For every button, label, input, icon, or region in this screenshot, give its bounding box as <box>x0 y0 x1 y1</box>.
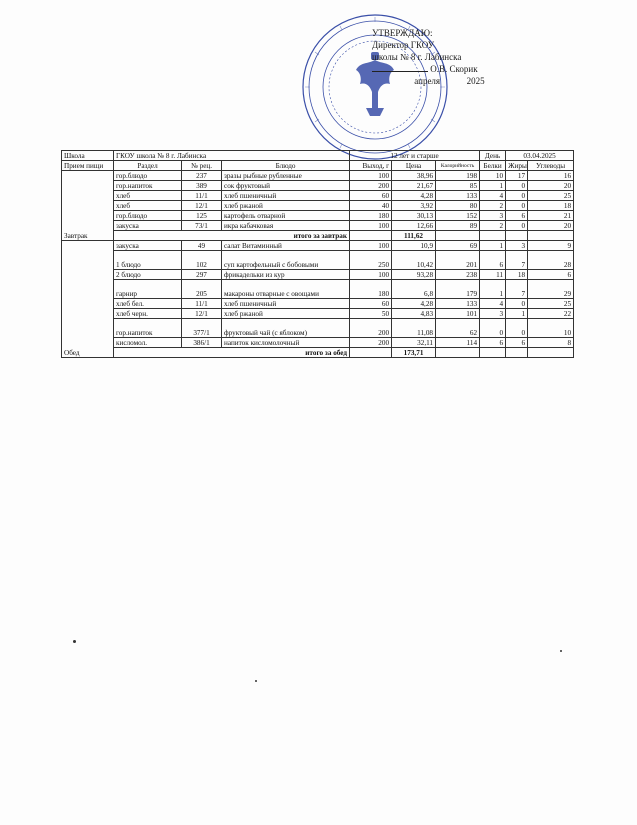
breakfast-row <box>62 171 574 181</box>
cell-carbs: 25 <box>528 299 574 309</box>
scan-speck <box>73 640 76 643</box>
cell-section: закуска <box>114 221 182 231</box>
cell-recipe: 125 <box>182 211 222 221</box>
cell-price: 93,28 <box>392 270 436 280</box>
cell-recipe: 49 <box>182 241 222 251</box>
cell-section: гор.блюдо <box>114 211 182 221</box>
menu-date: 03.04.2025 <box>506 151 574 161</box>
cell-recipe: 102 <box>182 251 222 270</box>
total-empty-cell <box>528 231 574 241</box>
cell-calories: 133 <box>436 299 480 309</box>
cell-fats: 0 <box>506 299 528 309</box>
cell-recipe: 386/1 <box>182 338 222 348</box>
cell-yield: 250 <box>350 251 392 270</box>
cell-carbs: 29 <box>528 280 574 299</box>
total-empty-cell <box>436 231 480 241</box>
cell-section: кисломол. <box>114 338 182 348</box>
school-label: Школа <box>62 151 114 161</box>
cell-recipe: 73/1 <box>182 221 222 231</box>
cell-proteins: 10 <box>480 171 506 181</box>
approval-year: 2025 <box>466 76 485 86</box>
total-empty-cell <box>506 348 528 358</box>
approval-month: апреля <box>414 76 441 86</box>
cell-price: 21,67 <box>392 181 436 191</box>
signature-blank <box>372 71 428 72</box>
approval-block <box>372 27 485 87</box>
cell-proteins: 2 <box>480 201 506 211</box>
cell-yield: 200 <box>350 181 392 191</box>
breakfast-total-price: 111,62 <box>392 231 436 241</box>
cell-fats: 1 <box>506 309 528 319</box>
cell-calories: 101 <box>436 309 480 319</box>
cell-recipe: 205 <box>182 280 222 299</box>
cell-price: 4,28 <box>392 191 436 201</box>
cell-yield: 60 <box>350 191 392 201</box>
cell-carbs: 28 <box>528 251 574 270</box>
cell-recipe: 11/1 <box>182 191 222 201</box>
breakfast-meal-label: Завтрак <box>62 171 114 241</box>
cell-section: хлеб <box>114 201 182 211</box>
cell-fats: 17 <box>506 171 528 181</box>
cell-price: 3,92 <box>392 201 436 211</box>
cell-section: хлеб черн. <box>114 309 182 319</box>
scan-speck <box>560 650 562 652</box>
cell-section: гор.напиток <box>114 181 182 191</box>
approval-date <box>372 75 485 87</box>
cell-carbs: 20 <box>528 181 574 191</box>
lunch-total-price: 173,71 <box>392 348 436 358</box>
cell-proteins: 4 <box>480 299 506 309</box>
cell-dish: зразы рыбные рубленные <box>222 171 350 181</box>
cell-yield: 100 <box>350 270 392 280</box>
cell-carbs: 8 <box>528 338 574 348</box>
cell-fats: 0 <box>506 191 528 201</box>
cell-price: 38,96 <box>392 171 436 181</box>
cell-recipe: 12/1 <box>182 201 222 211</box>
cell-yield: 200 <box>350 338 392 348</box>
cell-proteins: 1 <box>480 280 506 299</box>
cell-recipe: 12/1 <box>182 309 222 319</box>
cell-section: 2 блюдо <box>114 270 182 280</box>
column-header-proteins: Белки <box>480 161 506 171</box>
cell-proteins: 6 <box>480 251 506 270</box>
approval-director-name: О.В. Скорик <box>430 64 478 74</box>
cell-price: 10,42 <box>392 251 436 270</box>
lunch-row <box>62 338 574 348</box>
cell-calories: 238 <box>436 270 480 280</box>
cell-fats: 7 <box>506 251 528 270</box>
column-header-fats: Жиры <box>506 161 528 171</box>
breakfast-row <box>62 211 574 221</box>
cell-carbs: 25 <box>528 191 574 201</box>
cell-recipe: 297 <box>182 270 222 280</box>
scan-speck <box>255 680 257 682</box>
lunch-row <box>62 299 574 309</box>
lunch-row <box>62 270 574 280</box>
cell-proteins: 2 <box>480 221 506 231</box>
cell-price: 32,11 <box>392 338 436 348</box>
cell-fats: 0 <box>506 201 528 211</box>
cell-section: гарнир <box>114 280 182 299</box>
cell-section: 1 блюдо <box>114 251 182 270</box>
cell-dish: фруктовый чай (с яблоком) <box>222 319 350 338</box>
column-header-dish: Блюдо <box>222 161 350 171</box>
cell-recipe: 237 <box>182 171 222 181</box>
cell-calories: 152 <box>436 211 480 221</box>
lunch-row <box>62 280 574 299</box>
cell-calories: 201 <box>436 251 480 270</box>
column-header-section: Раздел <box>114 161 182 171</box>
total-empty-cell <box>480 348 506 358</box>
cell-proteins: 11 <box>480 270 506 280</box>
cell-calories: 69 <box>436 241 480 251</box>
lunch-total-label: итого за обед <box>114 348 350 358</box>
cell-price: 12,66 <box>392 221 436 231</box>
approval-signature-line <box>372 63 485 75</box>
lunch-row <box>62 251 574 270</box>
cell-fats: 0 <box>506 181 528 191</box>
cell-yield: 100 <box>350 221 392 231</box>
cell-section: хлеб <box>114 191 182 201</box>
cell-carbs: 18 <box>528 201 574 211</box>
column-header-row <box>62 161 574 171</box>
breakfast-row <box>62 181 574 191</box>
cell-dish: хлеб ржаной <box>222 309 350 319</box>
cell-carbs: 16 <box>528 171 574 181</box>
cell-proteins: 0 <box>480 319 506 338</box>
cell-calories: 179 <box>436 280 480 299</box>
cell-proteins: 3 <box>480 211 506 221</box>
cell-price: 11,08 <box>392 319 436 338</box>
cell-carbs: 9 <box>528 241 574 251</box>
cell-dish: картофель отварной <box>222 211 350 221</box>
cell-yield: 50 <box>350 309 392 319</box>
age-group: 12 лет и старше <box>350 151 480 161</box>
cell-price: 6,8 <box>392 280 436 299</box>
lunch-total-row <box>62 348 574 358</box>
cell-yield: 60 <box>350 299 392 309</box>
cell-calories: 80 <box>436 201 480 211</box>
cell-calories: 133 <box>436 191 480 201</box>
cell-yield: 180 <box>350 211 392 221</box>
cell-dish: напиток кисломолочный <box>222 338 350 348</box>
approval-title: УТВЕРЖДАЮ: <box>372 28 433 38</box>
cell-section: гор.напиток <box>114 319 182 338</box>
cell-dish: хлеб ржаной <box>222 201 350 211</box>
school-row <box>62 151 574 161</box>
breakfast-row <box>62 191 574 201</box>
cell-calories: 114 <box>436 338 480 348</box>
lunch-meal-label: Обед <box>62 241 114 358</box>
cell-yield: 180 <box>350 280 392 299</box>
cell-calories: 198 <box>436 171 480 181</box>
cell-yield: 200 <box>350 319 392 338</box>
cell-proteins: 1 <box>480 241 506 251</box>
cell-fats: 6 <box>506 338 528 348</box>
breakfast-total-row <box>62 231 574 241</box>
cell-recipe: 11/1 <box>182 299 222 309</box>
cell-dish: хлеб пшеничный <box>222 191 350 201</box>
cell-proteins: 1 <box>480 181 506 191</box>
total-empty-cell <box>350 348 392 358</box>
breakfast-row <box>62 221 574 231</box>
cell-yield: 100 <box>350 171 392 181</box>
cell-carbs: 21 <box>528 211 574 221</box>
total-empty-cell <box>528 348 574 358</box>
approval-position: Директор ГКОУ <box>372 40 435 50</box>
cell-dish: хлеб пшеничный <box>222 299 350 309</box>
cell-fats: 3 <box>506 241 528 251</box>
cell-price: 10,9 <box>392 241 436 251</box>
breakfast-row <box>62 201 574 211</box>
cell-calories: 85 <box>436 181 480 191</box>
cell-section: хлеб бел. <box>114 299 182 309</box>
school-name: ГКОУ школа № 8 г. Лабинска <box>114 151 350 161</box>
cell-recipe: 377/1 <box>182 319 222 338</box>
cell-fats: 0 <box>506 319 528 338</box>
column-header-meal: Прием пищи <box>62 161 114 171</box>
cell-dish: суп картофельный с бобовыми <box>222 251 350 270</box>
cell-carbs: 6 <box>528 270 574 280</box>
cell-price: 4,83 <box>392 309 436 319</box>
cell-dish: макароны отварные с овощами <box>222 280 350 299</box>
cell-dish: сок фруктовый <box>222 181 350 191</box>
cell-calories: 89 <box>436 221 480 231</box>
cell-dish: фрикадельки из кур <box>222 270 350 280</box>
menu-table <box>61 150 574 358</box>
lunch-row <box>62 309 574 319</box>
cell-recipe: 389 <box>182 181 222 191</box>
total-empty-cell <box>480 231 506 241</box>
column-header-recipe: № рец. <box>182 161 222 171</box>
breakfast-total-label: итого за завтрак <box>114 231 350 241</box>
cell-fats: 0 <box>506 221 528 231</box>
cell-price: 30,13 <box>392 211 436 221</box>
cell-fats: 6 <box>506 211 528 221</box>
cell-section: закуска <box>114 241 182 251</box>
cell-carbs: 22 <box>528 309 574 319</box>
cell-proteins: 4 <box>480 191 506 201</box>
column-header-carbs: Углеводы <box>528 161 574 171</box>
cell-fats: 18 <box>506 270 528 280</box>
cell-carbs: 10 <box>528 319 574 338</box>
total-empty-cell <box>506 231 528 241</box>
approval-school: школы № 8 г. Лабинска <box>372 52 462 62</box>
cell-yield: 100 <box>350 241 392 251</box>
lunch-row <box>62 319 574 338</box>
total-empty-cell <box>436 348 480 358</box>
column-header-yield: Выход, г <box>350 161 392 171</box>
cell-price: 4,28 <box>392 299 436 309</box>
cell-carbs: 20 <box>528 221 574 231</box>
cell-dish: салат Витаминный <box>222 241 350 251</box>
cell-section: гор.блюдо <box>114 171 182 181</box>
cell-yield: 40 <box>350 201 392 211</box>
column-header-price: Цена <box>392 161 436 171</box>
cell-proteins: 6 <box>480 338 506 348</box>
total-empty-cell <box>350 231 392 241</box>
cell-proteins: 3 <box>480 309 506 319</box>
lunch-row <box>62 241 574 251</box>
cell-fats: 7 <box>506 280 528 299</box>
day-label: День <box>480 151 506 161</box>
column-header-calories: Калорийность <box>436 161 480 171</box>
cell-dish: икра кабачковая <box>222 221 350 231</box>
cell-calories: 62 <box>436 319 480 338</box>
